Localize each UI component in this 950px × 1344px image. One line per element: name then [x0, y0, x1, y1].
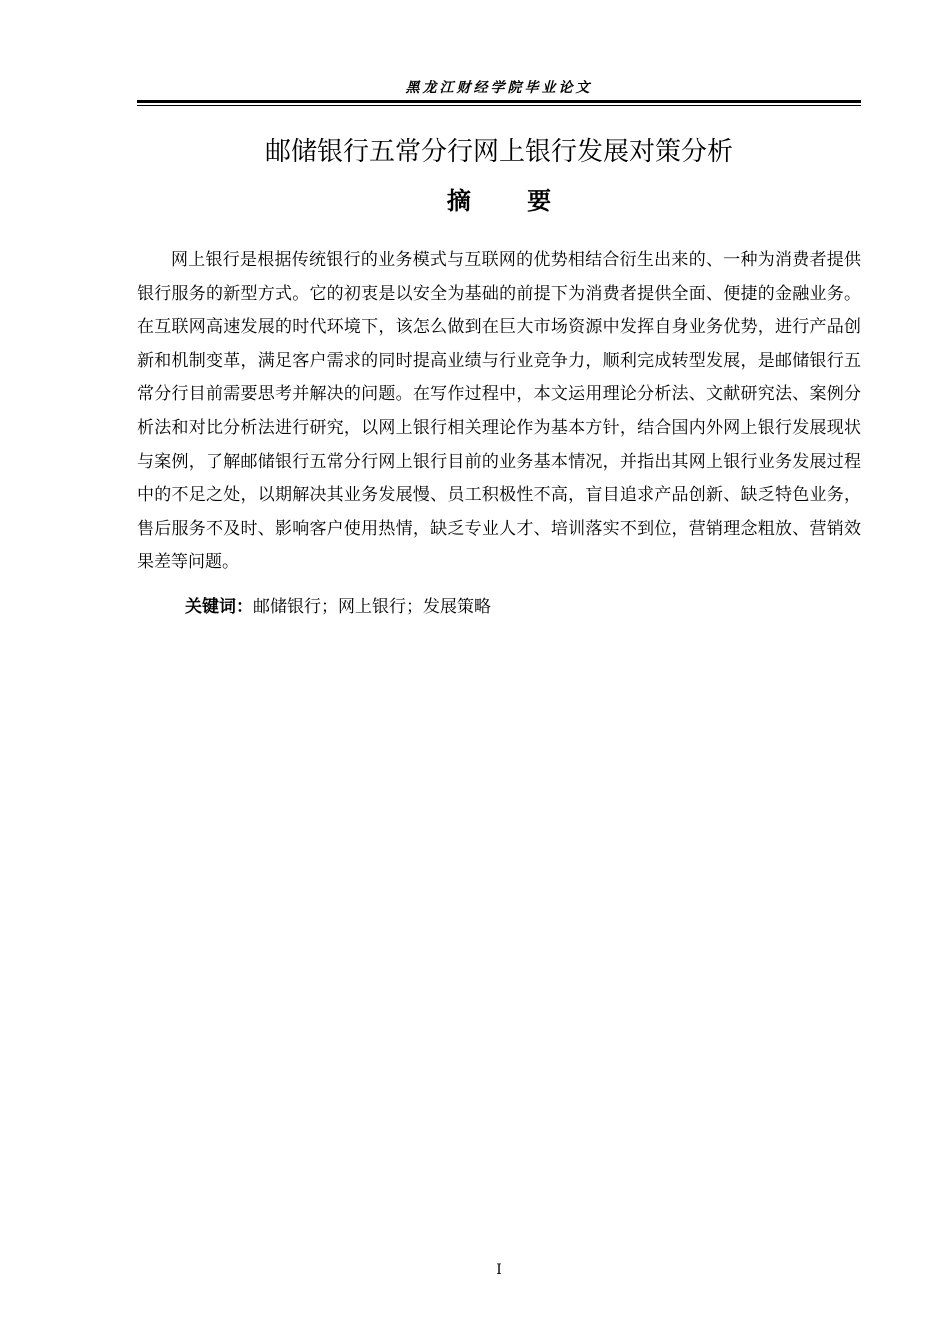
keywords-label: 关键词： — [185, 597, 253, 617]
running-header: 黑龙江财经学院毕业论文 — [405, 80, 593, 96]
keywords-line — [185, 592, 861, 622]
thesis-title: 邮储银行五常分行网上银行发展对策分析 — [264, 137, 733, 167]
header-rule-thick — [137, 100, 861, 103]
abstract-paragraph: 网上银行是根据传统银行的业务模式与互联网的优势相结合衍生出来的、一种为消费者提供银行服务的新型方式。它的初衷是以安全为基础的前提下为消费者提供全面、便捷的金融业务。在互联网高速发展的时代环境下，该怎么做到在巨大市场资源中发挥自身业务优势，进行产品创新和机制变革，满足客户需求的同时提高业绩与行业竞争力，顺利完成转型发展，是邮储银行五常分行目前需要思考并解决的问题。在写作过程中，本文运用理论分析法、文献研究法、案例分析法和对比分析法进行研究，以网上银行相关理论作为基本方针，结合国内外网上银行发展现状与案例，了解邮储银行五常分行网上银行目前的业务基本情况，并指出其网上银行业务发展过程中的不足之处，以期解决其业务发展慢、员工积极性不高，盲目追求产品创新、缺乏特色业务，售后服务不及时、影响客户使用热情，缺乏专业人才、培训落实不到位，营销理念粗放、营销效果差等问题。 — [137, 250, 861, 573]
keywords-value: 邮储银行；网上银行；发展策略 — [253, 597, 491, 617]
abstract-heading: 摘 要 — [446, 187, 552, 215]
page-number: I — [496, 1262, 502, 1278]
header-rule-thin — [137, 105, 861, 106]
